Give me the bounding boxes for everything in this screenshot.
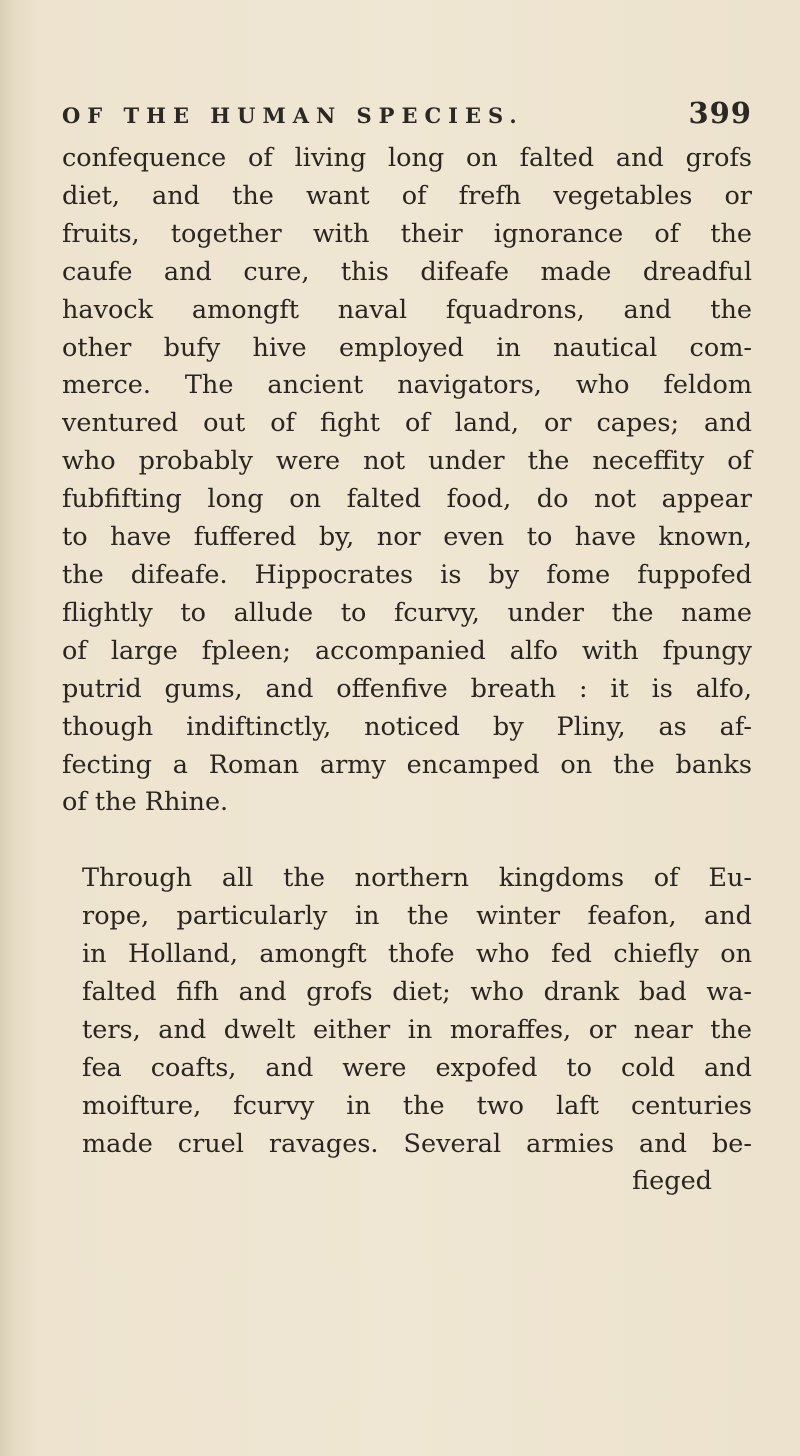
text-line: falted fifh and grofs diet; who drank bad wa-: [82, 976, 752, 1007]
text-line: caufe and cure, this difeafe made dreadful: [62, 256, 752, 287]
text-line: moifture, fcurvy in the two laft centuries: [82, 1090, 752, 1121]
paragraph-1: [62, 140, 752, 822]
text-line: flightly to allude to fcurvy, under the name: [62, 597, 752, 628]
text-line: fea coafts, and were expofed to cold and: [82, 1052, 752, 1083]
text-line: putrid gums, and offenfive breath : it is alfo,: [62, 673, 752, 704]
text-line: other bufy hive employed in nautical com-: [62, 332, 752, 363]
text-line: of the Rhine.: [62, 787, 229, 818]
text-line: though indiftinctly, noticed by Pliny, as af-: [62, 711, 752, 742]
text-line: of large fpleen; accompanied alfo with fpungy: [62, 635, 752, 666]
text-line: in Holland, amongft thofe who fed chiefly on: [82, 939, 752, 970]
text-line: ters, and dwelt either in moraffes, or near the: [82, 1014, 752, 1045]
text-line: confequence of living long on falted and grofs: [62, 143, 752, 173]
text-line: merce. The ancient navigators, who feldom: [62, 370, 752, 401]
text-line: Through all the northern kingdoms of Eu-: [82, 863, 752, 894]
running-head: [62, 96, 752, 136]
text-line: fruits, together with their ignorance of the: [62, 218, 752, 249]
body-text: [62, 140, 752, 1201]
text-line: ventured out of fight of land, or capes; and: [62, 408, 752, 439]
page-number: 399: [688, 96, 752, 130]
text-line: the difeafe. Hippocrates is by fome fuppofed: [62, 559, 752, 590]
paragraph-2: [62, 860, 752, 1201]
catchword: fieged: [632, 1166, 712, 1197]
text-line: fecting a Roman army encamped on the banks: [62, 749, 752, 780]
text-line: havock amongft naval fquadrons, and the: [62, 294, 752, 325]
paragraph-gap: [62, 822, 752, 860]
text-line: made cruel ravages. Several armies and be-: [82, 1128, 752, 1159]
text-line: to have fuffered by, nor even to have known,: [62, 522, 752, 553]
running-title: OF THE HUMAN SPECIES.: [62, 103, 524, 128]
text-line: diet, and the want of frefh vegetables or: [62, 180, 752, 211]
text-line: who probably were not under the neceffity of: [62, 446, 752, 477]
text-line: rope, particularly in the winter feafon, and: [82, 901, 752, 932]
text-line: fubfifting long on falted food, do not appear: [62, 484, 752, 515]
